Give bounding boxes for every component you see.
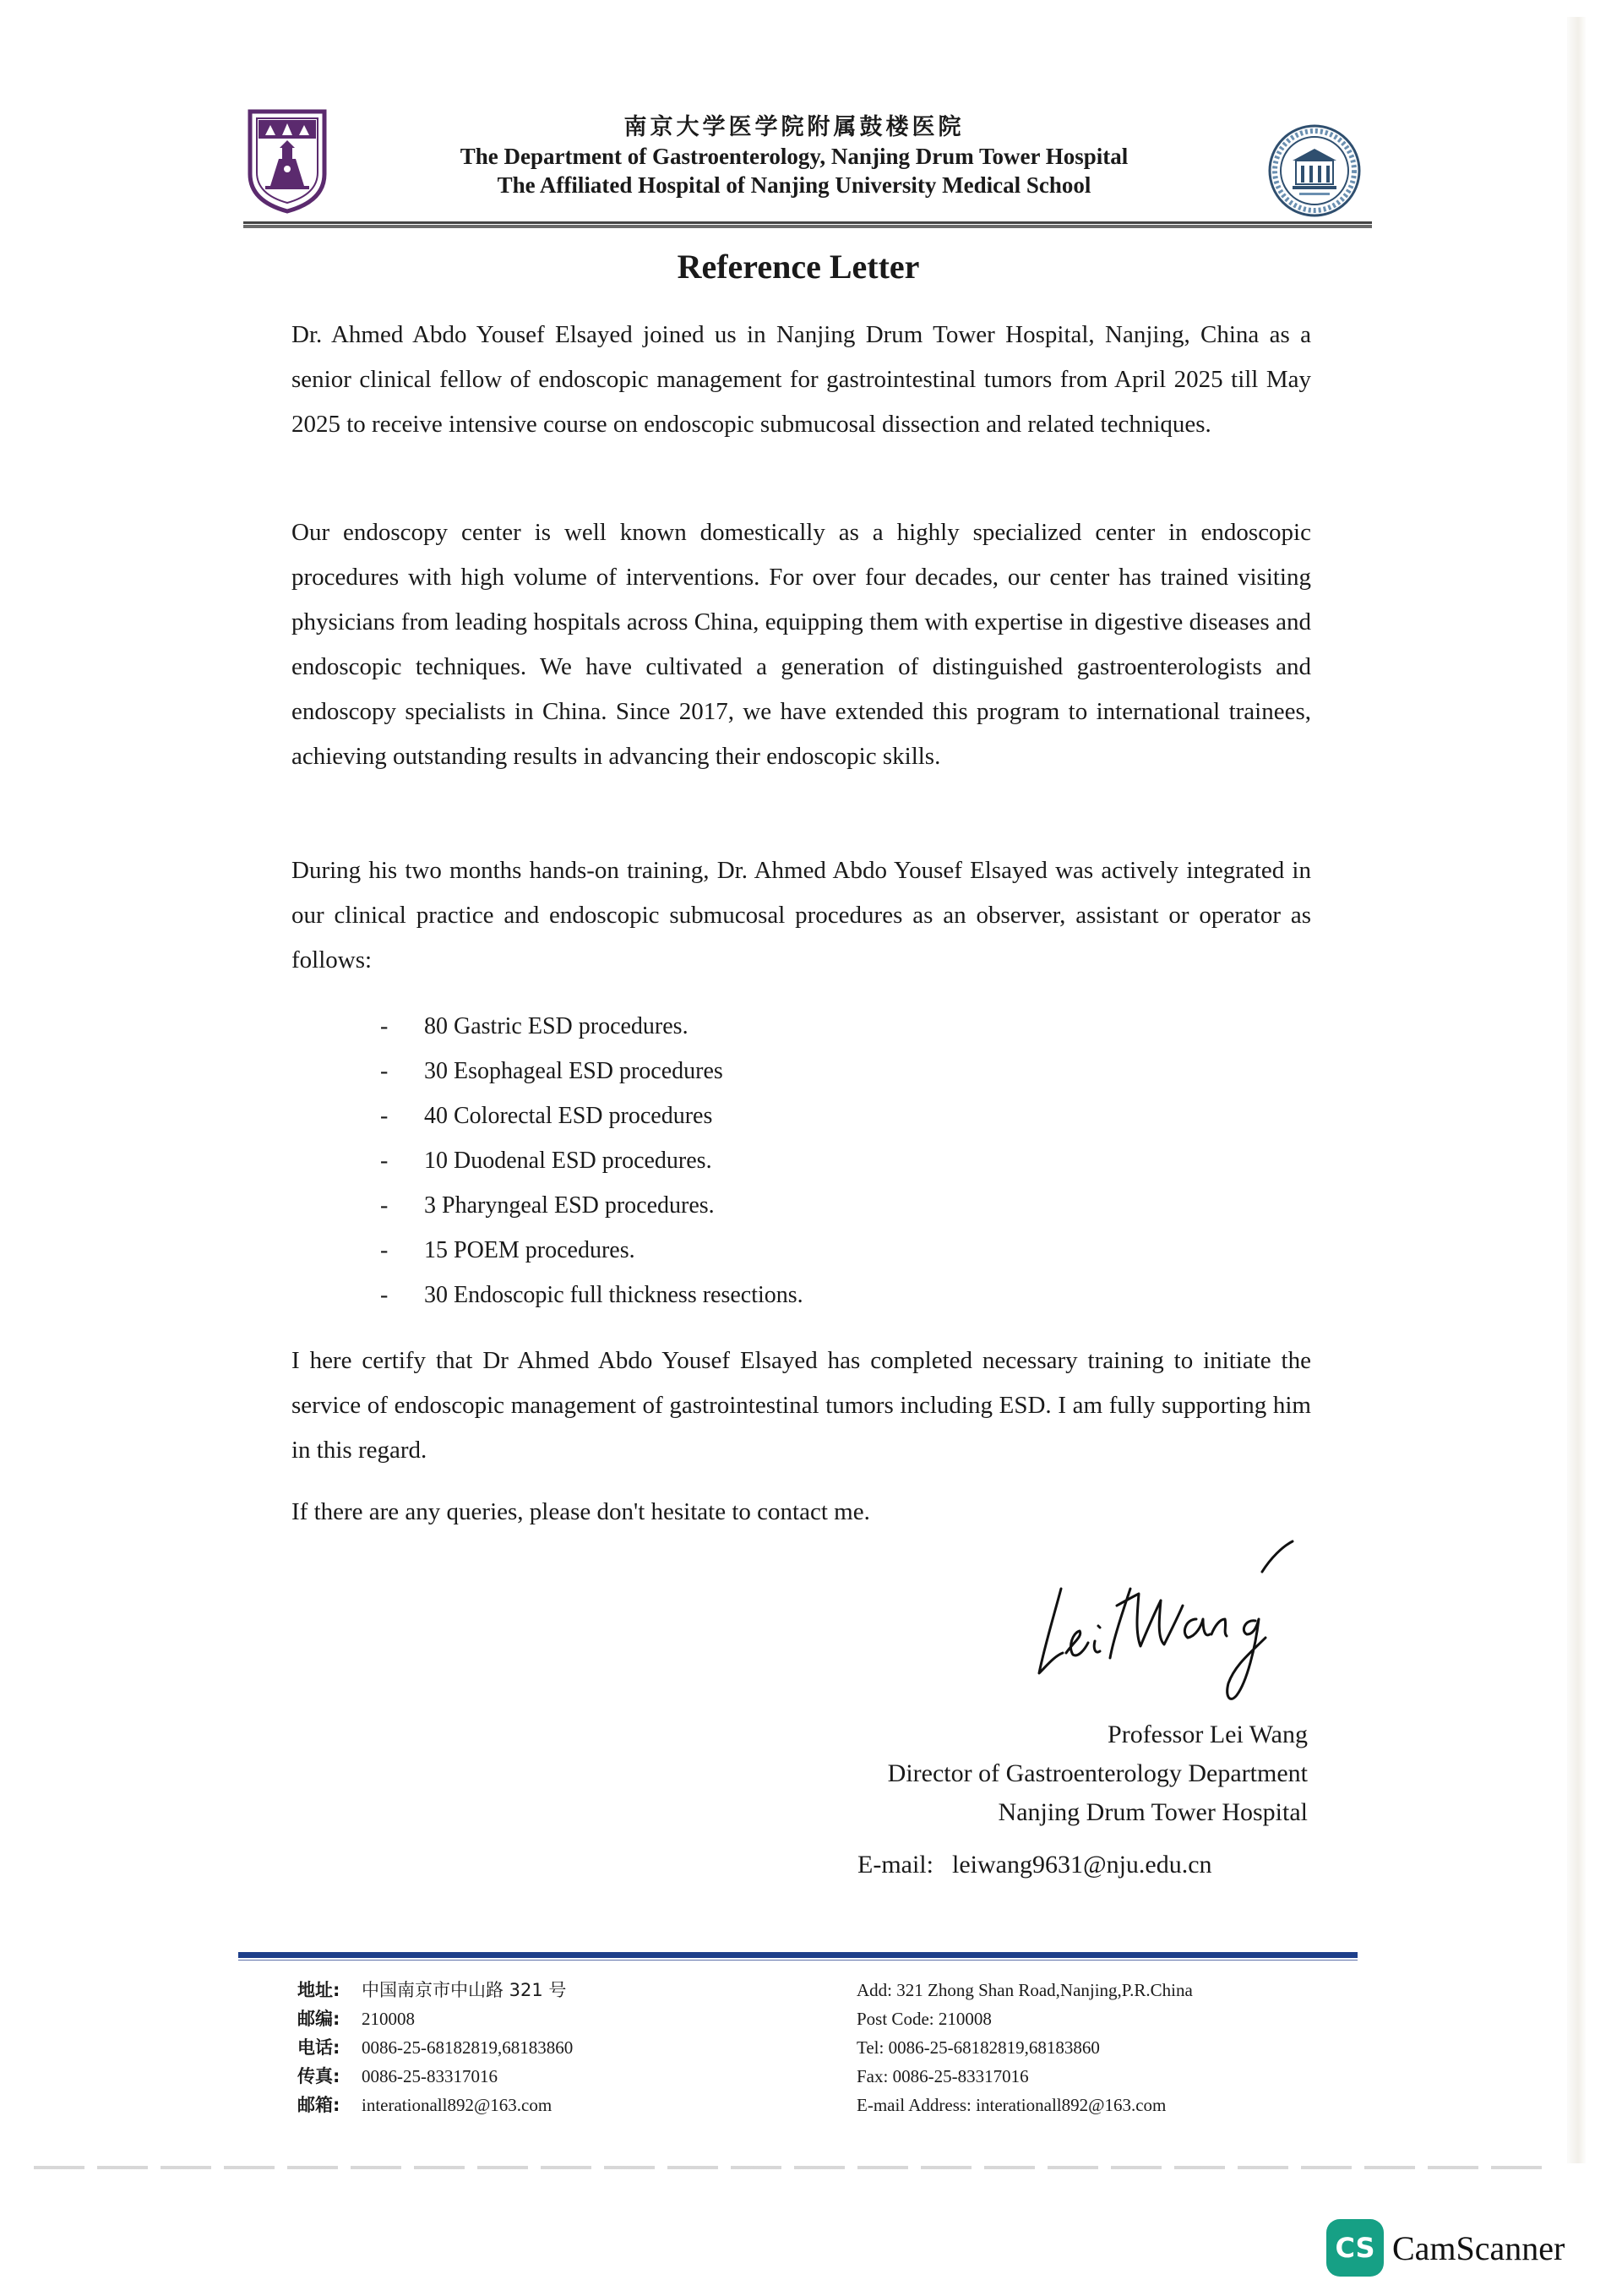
address-value: Add: 321 Zhong Shan Road,Nanjing,P.R.China bbox=[857, 1980, 1193, 2000]
email-value[interactable]: interationall892@163.com bbox=[362, 2095, 552, 2115]
footer-english-contact bbox=[857, 1976, 1193, 2119]
signatory-institution: Nanjing Drum Tower Hospital bbox=[998, 1798, 1308, 1826]
email-label: E-mail: bbox=[857, 1851, 933, 1879]
scan-bottom-edge bbox=[34, 2166, 1546, 2169]
list-item: - 3 Pharyngeal ESD procedures. bbox=[380, 1183, 803, 1228]
footer-chinese-contact bbox=[297, 1976, 573, 2119]
signatory-position: Director of Gastroenterology Department bbox=[887, 1759, 1308, 1787]
postcode-value: Post Code: 210008 bbox=[857, 2009, 992, 2029]
signatory-block bbox=[760, 1715, 1308, 1832]
department-name: The Department of Gastroenterology, Nanjing Drum Tower Hospital bbox=[460, 144, 1129, 169]
email-link[interactable]: leiwang9631@nju.edu.cn bbox=[951, 1851, 1212, 1879]
fax-label: 传真: bbox=[297, 2066, 340, 2086]
footer-divider bbox=[238, 1952, 1358, 1958]
affiliated-hospital-name: The Affiliated Hospital of Nanjing University Medical School bbox=[497, 172, 1091, 198]
list-item: - 40 Colorectal ESD procedures bbox=[380, 1093, 803, 1138]
document-title: Reference Letter bbox=[677, 248, 920, 286]
tel-value: 0086-25-68182819,68183860 bbox=[362, 2037, 574, 2058]
fax-value: 0086-25-83317016 bbox=[362, 2066, 498, 2086]
email-label: 邮箱: bbox=[297, 2095, 340, 2115]
list-item: - 10 Duodenal ESD procedures. bbox=[380, 1138, 803, 1183]
list-item: - 80 Gastric ESD procedures. bbox=[380, 1004, 803, 1049]
intro-paragraph: Dr. Ahmed Abdo Yousef Elsayed joined us in Nanjing Drum Tower Hospital, Nanjing, China as a senior clinical fellow of endoscopic management for gastrointestinal tumors from April 2025 till May 2025 to receive intensive course on endoscopic submucosal dissection and related techniques. bbox=[291, 321, 1311, 438]
postcode-value: 210008 bbox=[362, 2009, 415, 2029]
signatory-email-row bbox=[857, 1851, 1212, 1879]
postcode-label: 邮编: bbox=[297, 2009, 340, 2029]
tel-label: 电话: bbox=[297, 2037, 340, 2058]
hospital-chinese-name: 南京大学医学院附属鼓楼医院 bbox=[623, 114, 965, 140]
training-paragraph: During his two months hands-on training, Dr. Ahmed Abdo Yousef Elsayed was actively integrated in our clinical practice and endoscopic submucosal procedures as an observer, assistant or operator as follows: bbox=[291, 857, 1311, 973]
scan-shadow-edge bbox=[1567, 17, 1586, 2163]
drum-tower-hospital-seal-icon bbox=[1267, 123, 1362, 218]
tel-value: Tel: 0086-25-68182819,68183860 bbox=[857, 2037, 1100, 2058]
center-description-paragraph: Our endoscopy center is well known domestically as a highly specialized center in endoscopic procedures with high volume of interventions. For over four decades, our center has trained visiting physicians from leading hospitals across China, equipping them with expertise in digestive diseases and endoscopic techniques. We have cultivated a generation of distinguished gastroenterologists and endoscopy specialists in China. Since 2017, we have extended this program to international trainees, achieving outstanding results in advancing their endoscopic skills. bbox=[291, 519, 1311, 770]
nanjing-university-emblem-icon bbox=[245, 108, 329, 214]
list-item: - 15 POEM procedures. bbox=[380, 1228, 803, 1273]
footer-divider-thin bbox=[238, 1960, 1358, 1961]
address-value: 中国南京市中山路 321 号 bbox=[362, 1980, 567, 2000]
camscanner-text: CamScanner bbox=[1392, 2228, 1565, 2267]
camscanner-watermark bbox=[1326, 2218, 1565, 2277]
camscanner-logo-icon: CS bbox=[1326, 2219, 1384, 2277]
list-item: - 30 Esophageal ESD procedures bbox=[380, 1049, 803, 1093]
signature bbox=[1029, 1538, 1316, 1707]
list-item: - 30 Endoscopic full thickness resections. bbox=[380, 1273, 803, 1317]
header-divider bbox=[243, 221, 1372, 228]
certification-paragraph: I here certify that Dr Ahmed Abdo Yousef Elsayed has completed necessary training to initiate the service of endoscopic management of gastrointestinal tumors including ESD. I am fully supporting him in this regard. bbox=[291, 1347, 1311, 1464]
fax-value: Fax: 0086-25-83317016 bbox=[857, 2066, 1029, 2086]
procedure-list bbox=[380, 1004, 803, 1317]
signatory-name: Professor Lei Wang bbox=[1108, 1721, 1308, 1748]
contact-paragraph: If there are any queries, please don't hesitate to contact me. bbox=[291, 1498, 870, 1525]
email-value[interactable]: E-mail Address: interationall892@163.com bbox=[857, 2095, 1167, 2115]
address-label: 地址: bbox=[297, 1980, 340, 2000]
